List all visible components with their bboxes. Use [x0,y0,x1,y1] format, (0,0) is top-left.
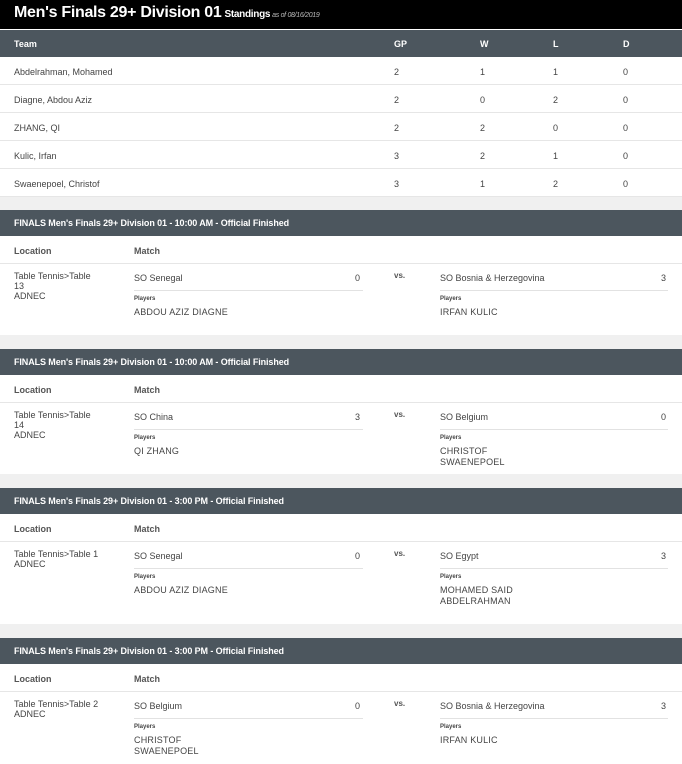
standings-header-row [0,30,682,57]
team-name[interactable]: Diagne, Abdou Aziz [14,95,93,105]
away-divider [440,290,668,291]
home-player-name[interactable]: ABDOU AZIZ DIAGNE [134,307,228,317]
division-title: Men's Finals 29+ Division 01 [14,4,222,21]
losses: 2 [553,95,559,105]
match-title[interactable]: FINALS Men's Finals 29+ Division 01 - 10:00 AM - Official Finished [14,357,290,367]
location-table[interactable]: 14 [14,420,25,430]
away-score: 0 [661,412,667,422]
wins: 2 [480,123,486,133]
away-score: 3 [661,551,667,561]
versus-label: vs. [394,549,406,558]
away-players-label: Players [440,574,462,580]
match-header-label: Match [134,385,161,395]
losses: 1 [553,67,559,77]
home-team[interactable]: SO Senegal [134,273,183,283]
match-card [0,514,682,624]
standings-row [0,85,682,113]
home-divider [134,718,363,719]
location-venue[interactable]: Table Tennis>Table 2 [14,699,99,709]
versus-label: vs. [394,699,406,708]
location-site[interactable]: ADNEC [14,559,46,569]
location-venue[interactable]: Table Tennis>Table [14,410,91,420]
versus-label: vs. [394,271,406,280]
match-header [0,210,682,236]
home-player-name[interactable]: CHRISTOF SWAENEPOEL [134,735,199,756]
away-team[interactable]: SO Bosnia & Herzegovina [440,701,545,711]
away-score: 3 [661,273,667,283]
match-column-header [0,514,682,542]
home-player-name[interactable]: QI ZHANG [134,446,180,456]
home-players-label: Players [134,724,156,730]
section-divider [0,474,682,488]
home-score: 3 [355,412,361,422]
wins: 1 [480,67,486,77]
games-played: 3 [394,179,400,189]
match-location [14,549,104,569]
draws: 0 [623,123,629,133]
team-name[interactable]: Swaenepoel, Christof [14,179,100,189]
section-divider [0,197,682,210]
match-card [0,236,682,335]
losses: 2 [553,179,559,189]
away-player-name[interactable]: IRFAN KULIC [440,307,498,317]
location-header: Location [14,524,52,534]
team-name[interactable]: Abdelrahman, Mohamed [14,67,113,77]
games-played: 2 [394,95,400,105]
home-divider [134,568,363,569]
match-header [0,638,682,664]
column-header-l[interactable]: L [553,39,559,49]
wins: 1 [480,179,486,189]
losses: 0 [553,123,559,133]
games-played: 2 [394,67,400,77]
team-name[interactable]: Kulic, Irfan [14,151,57,161]
match-location [14,699,104,719]
standings-row [0,113,682,141]
match-location [14,271,104,301]
games-played: 3 [394,151,400,161]
match-column-header [0,664,682,692]
section-divider [0,624,682,638]
home-team[interactable]: SO Belgium [134,701,183,711]
home-player-name[interactable]: ABDOU AZIZ DIAGNE [134,585,228,595]
match-title[interactable]: FINALS Men's Finals 29+ Division 01 - 10:00 AM - Official Finished [14,218,290,228]
away-player-name[interactable]: IRFAN KULIC [440,735,498,745]
away-players-label: Players [440,296,462,302]
page-title [14,4,320,22]
match-location [14,410,104,440]
location-header: Location [14,674,52,684]
match-header-label: Match [134,524,161,534]
match-title[interactable]: FINALS Men's Finals 29+ Division 01 - 3:00 PM - Official Finished [14,496,284,506]
as-of-date: as of 08/16/2019 [272,12,320,19]
standings-row [0,169,682,197]
location-venue[interactable]: Table Tennis>Table [14,271,91,281]
away-player-name[interactable]: MOHAMED SAID ABDELRAHMAN [440,585,513,606]
section-divider [0,335,682,349]
column-header-d[interactable]: D [623,39,630,49]
away-players-label: Players [440,435,462,441]
away-divider [440,718,668,719]
match-header [0,349,682,375]
match-title[interactable]: FINALS Men's Finals 29+ Division 01 - 3:00 PM - Official Finished [14,646,284,656]
match-card [0,664,682,764]
home-players-label: Players [134,435,156,441]
home-players-label: Players [134,296,156,302]
standings-row [0,57,682,85]
home-players-label: Players [134,574,156,580]
location-header: Location [14,385,52,395]
away-player-name[interactable]: CHRISTOF SWAENEPOEL [440,446,505,467]
column-header-gp[interactable]: GP [394,39,408,49]
location-site[interactable]: ADNEC [14,291,46,301]
standings-subtitle: Standings [224,9,271,20]
home-score: 0 [355,273,361,283]
home-team[interactable]: SO Senegal [134,551,183,561]
draws: 0 [623,151,629,161]
draws: 0 [623,95,629,105]
match-header-label: Match [134,246,161,256]
away-divider [440,568,668,569]
home-score: 0 [355,551,361,561]
home-divider [134,429,363,430]
team-name[interactable]: ZHANG, QI [14,123,61,133]
column-header-team[interactable]: Team [14,39,37,49]
location-site[interactable]: ADNEC [14,709,46,719]
page-title-bar [0,0,682,29]
home-team[interactable]: SO China [134,412,174,422]
draws: 0 [623,67,629,77]
away-team[interactable]: SO Egypt [440,551,479,561]
away-team[interactable]: SO Bosnia & Herzegovina [440,273,545,283]
losses: 1 [553,151,559,161]
versus-label: vs. [394,410,406,419]
away-score: 3 [661,701,667,711]
wins: 0 [480,95,486,105]
away-team[interactable]: SO Belgium [440,412,489,422]
standings-row [0,141,682,169]
away-players-label: Players [440,724,462,730]
location-venue[interactable]: Table Tennis>Table 1 [14,549,99,559]
match-header-label: Match [134,674,161,684]
home-score: 0 [355,701,361,711]
location-header: Location [14,246,52,256]
games-played: 2 [394,123,400,133]
home-divider [134,290,363,291]
away-divider [440,429,668,430]
wins: 2 [480,151,486,161]
location-site[interactable]: ADNEC [14,430,46,440]
match-header [0,488,682,514]
location-table[interactable]: 13 [14,281,25,291]
match-column-header [0,375,682,403]
match-card [0,375,682,474]
match-column-header [0,236,682,264]
column-header-w[interactable]: W [480,39,489,49]
draws: 0 [623,179,629,189]
